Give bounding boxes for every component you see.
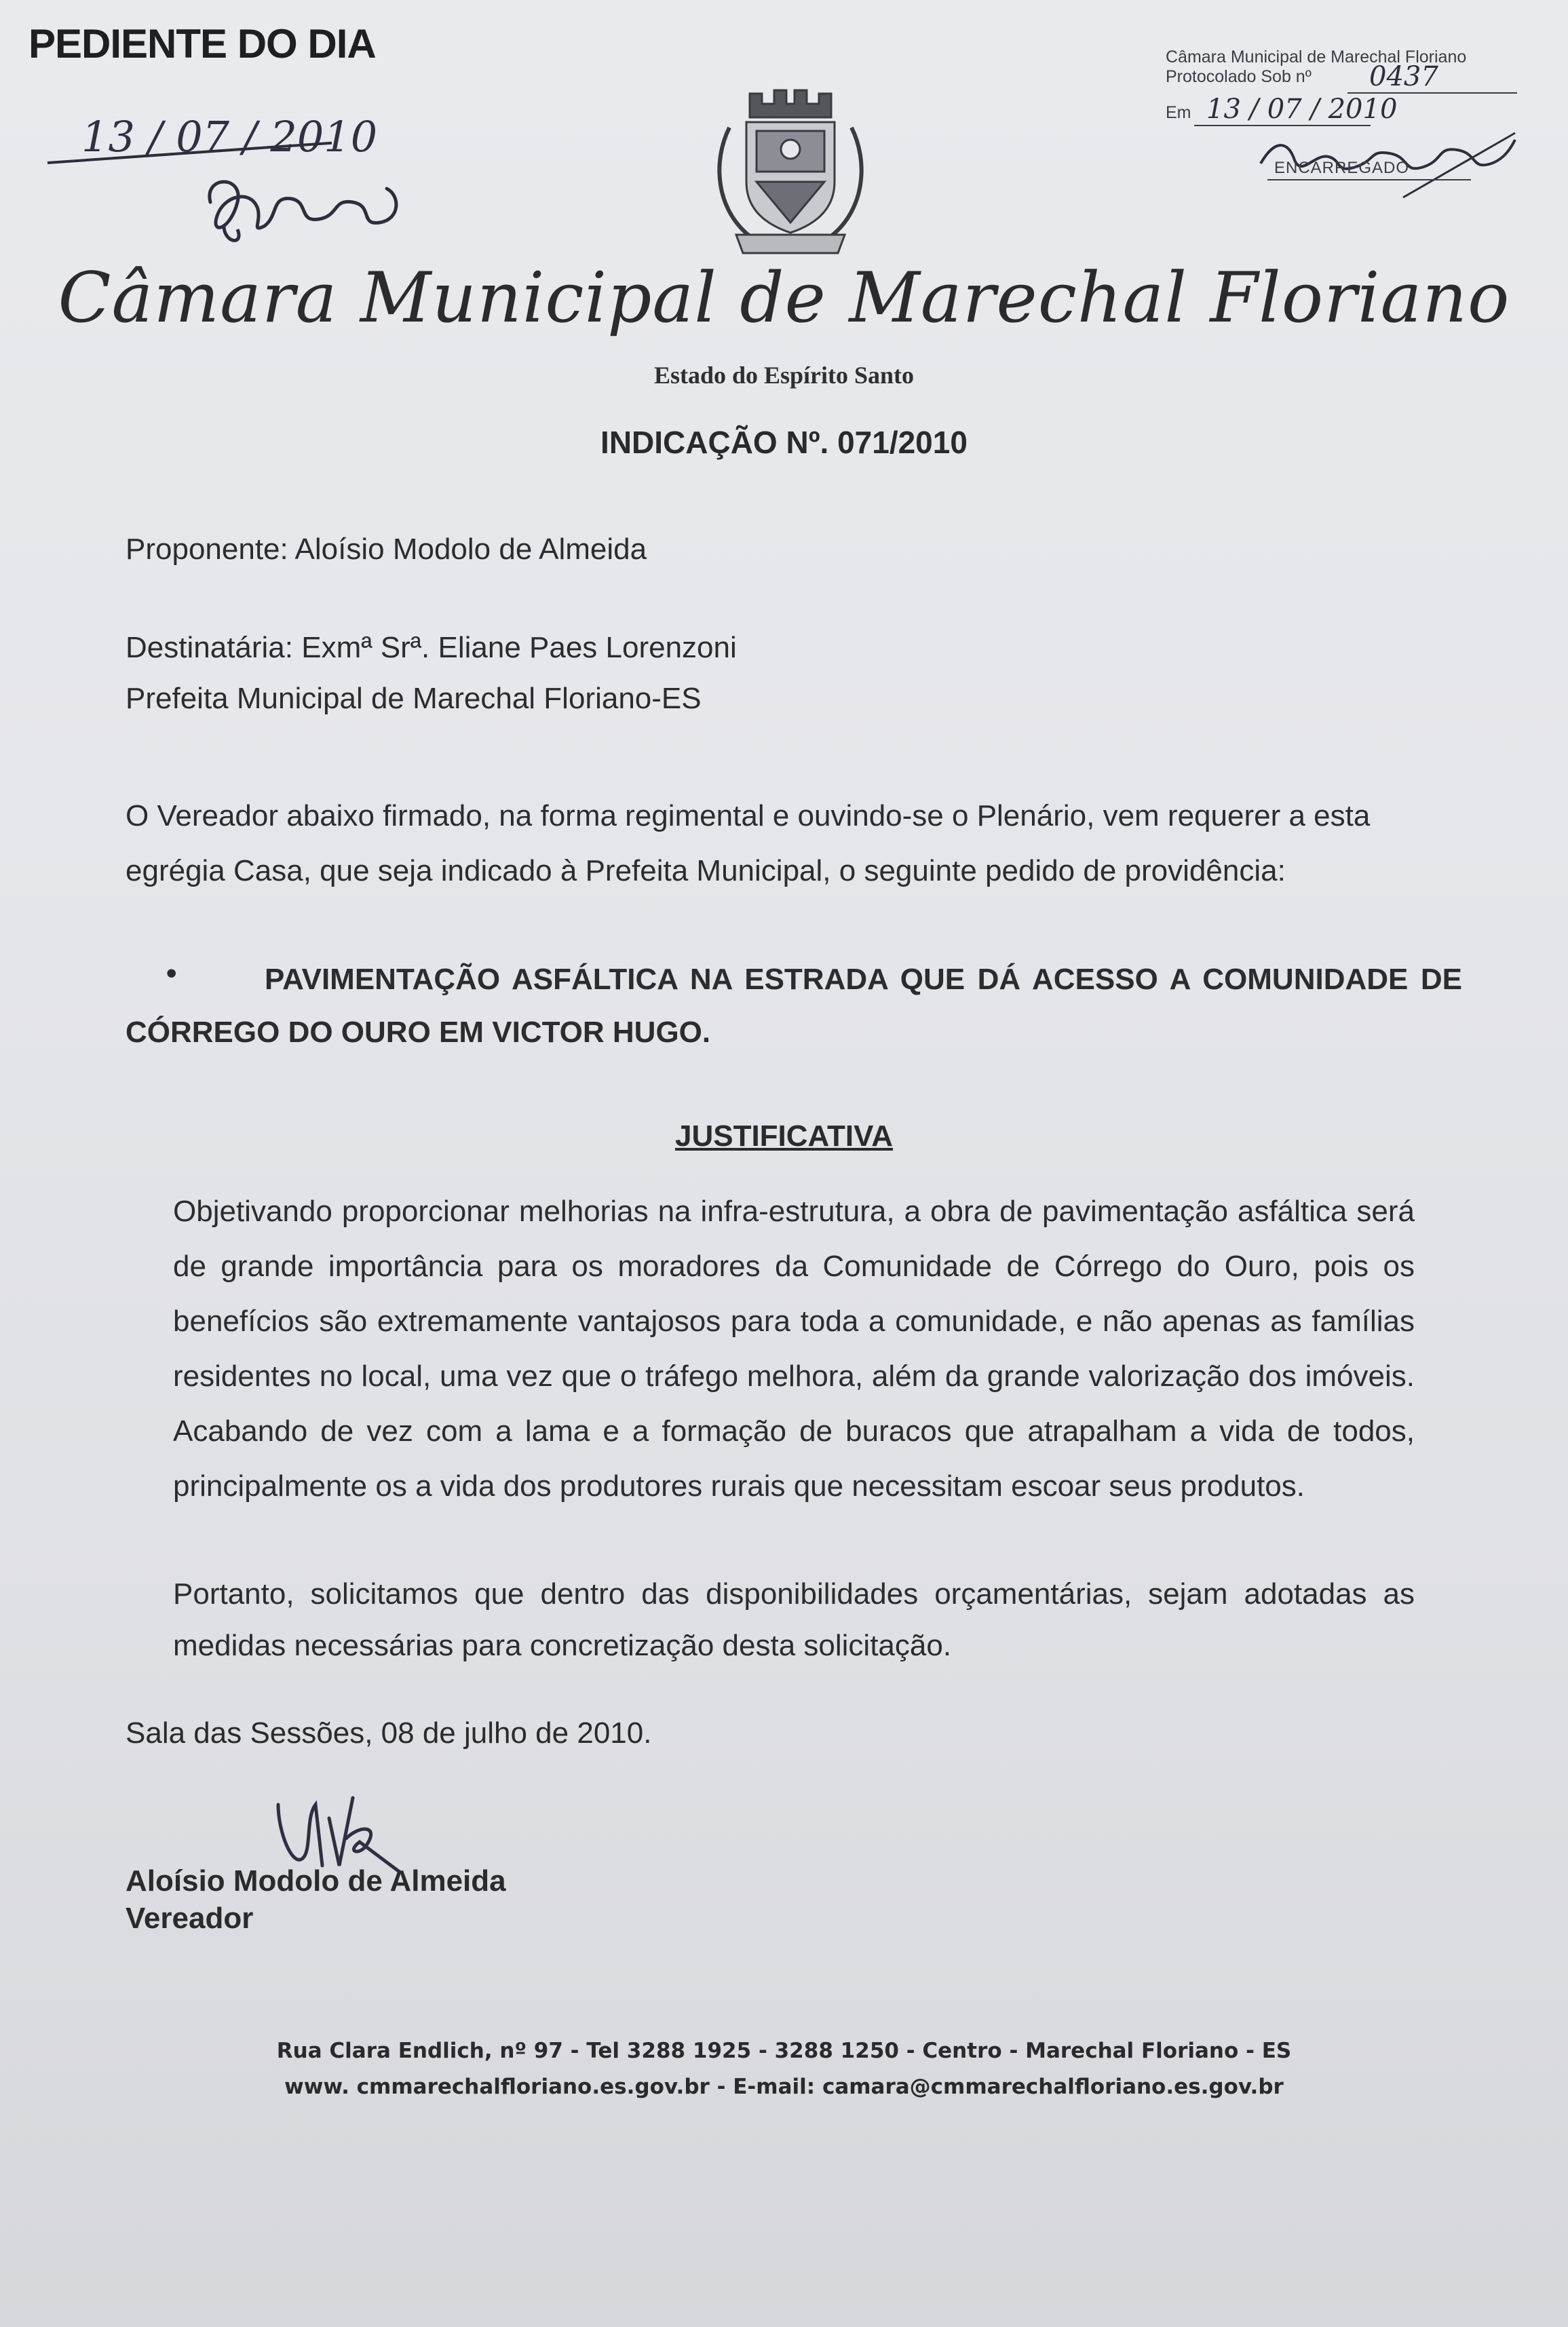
protocol-role-rule <box>1267 179 1471 180</box>
footer-address: Rua Clara Endlich, nº 97 - Tel 3288 1925 - 3288 1250 - Centro - Marechal Floriano - ES <box>276 2039 1292 2063</box>
recipient-title-line: Prefeita Municipal de Marechal Floriano-ES <box>126 682 702 715</box>
coat-of-arms-icon <box>709 80 872 263</box>
protocol-stamp-title: Câmara Municipal de Marechal Floriano <box>1166 47 1467 66</box>
closing-line: Sala das Sessões, 08 de julho de 2010. <box>126 1716 652 1750</box>
protocol-stamp <box>1166 45 1518 201</box>
proponent-line: Proponente: Aloísio Modolo de Almeida <box>126 533 647 566</box>
recipient-line: Destinatária: Exmª Srª. Eliane Paes Lorenzoni <box>126 631 737 664</box>
protocol-number: 0437 <box>1369 61 1438 92</box>
signer-role: Vereador <box>126 1902 254 1935</box>
stamp-left-signature <box>197 161 407 250</box>
stamp-left-date: 13 / 07 / 2010 <box>81 112 378 161</box>
request-bullet: • <box>166 957 177 990</box>
request-item: PAVIMENTAÇÃO ASFÁLTICA NA ESTRADA QUE DÁ ACESSO A COMUNIDADE DE CÓRREGO DO OURO EM VICTOR HUGO. <box>126 963 1462 1049</box>
letterhead-subtitle: Estado do Espírito Santo <box>653 362 915 389</box>
intro-paragraph: O Vereador abaixo firmado, na forma regimental e ouvindo-se o Plenário, vem requerer a esta egrégia Casa, que seja indicado à Prefeita Municipal, o seguinte pedido de providência: <box>126 799 1371 887</box>
justification-paragraph-2: Portanto, solicitamos que dentro das disponibilidades orçamentárias, sejam adotadas as medidas necessárias para concretização desta solicitação. <box>173 1577 1415 1662</box>
protocol-role: ENCARREGADO <box>1274 159 1410 177</box>
stamp-left-title: PEDIENTE DO DIA <box>28 21 376 66</box>
justification-title: JUSTIFICATIVA <box>674 1119 894 1153</box>
protocol-date: 13 / 07 / 2010 <box>1206 94 1398 125</box>
signer-name: Aloísio Modolo de Almeida <box>126 1864 506 1898</box>
protocol-label: Protocolado Sob nº <box>1166 67 1312 86</box>
justification-paragraph-1: Objetivando proporcionar melhorias na infra-estrutura, a obra de pavimentação asfáltica será de grande importância para os moradores da Comunidade de Córrego do Ouro, pois os benefícios são extremamente vantajosos para toda a comunidade, e não apenas as famílias residentes no local, uma vez que o tráfego melhora, além da grande valorização dos imóveis. Acabando de vez com a lama e a formação de buracos que atrapalham a vida de todos, principalmente os a vida dos produtores rurais que necessitam escoar seus produtos. <box>173 1195 1415 1503</box>
letterhead-title: Câmara Municipal de Marechal Floriano <box>58 258 1510 339</box>
footer-web: www. cmmarechalfloriano.es.gov.br - E-mail: camara@cmmarechalfloriano.es.gov.br <box>284 2075 1284 2099</box>
protocol-date-label: Em <box>1166 103 1191 122</box>
document-number: INDICAÇÃO Nº. 071/2010 <box>600 425 968 460</box>
